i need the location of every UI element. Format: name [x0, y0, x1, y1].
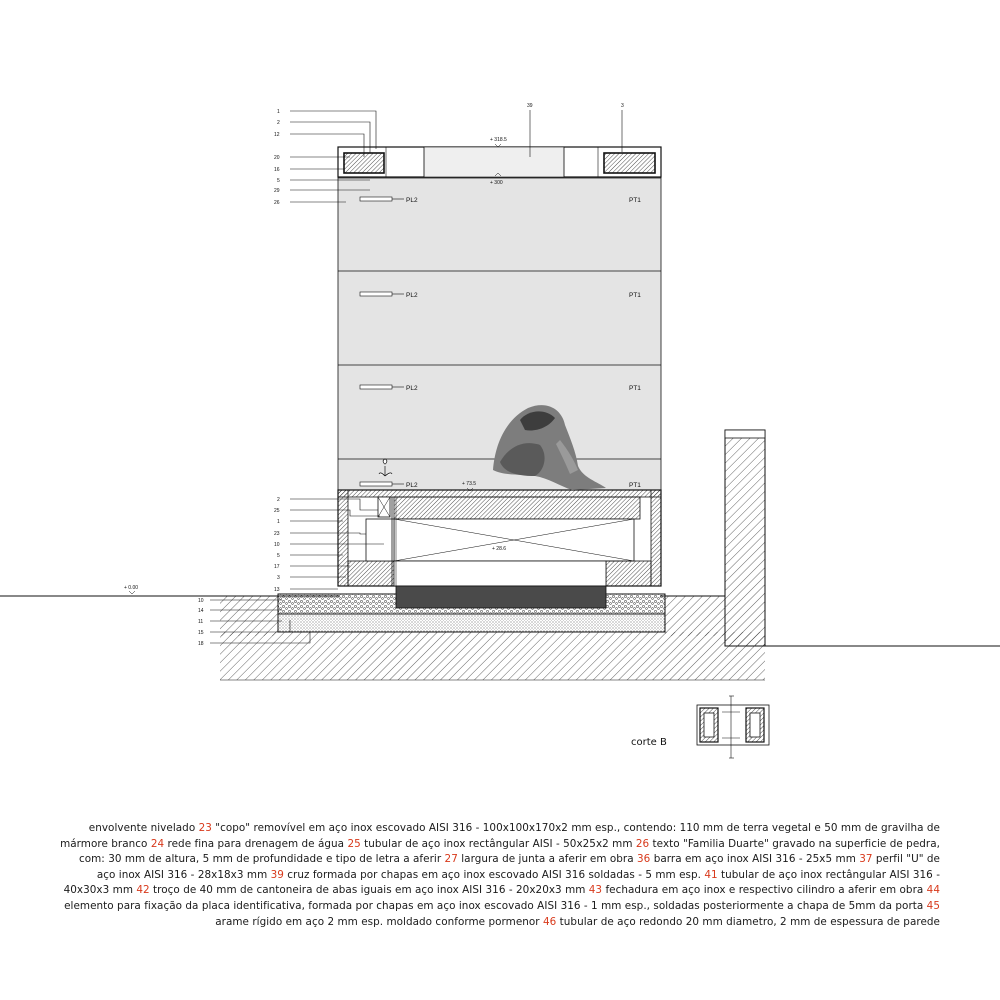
legend-item-number: 27: [444, 853, 458, 866]
legend-item-number: 39: [270, 868, 284, 881]
callout-label: 12: [274, 132, 280, 138]
callout-label: 1: [277, 519, 280, 525]
legend-item-text: envolvente nivelado: [88, 822, 199, 834]
legend-item-text: rede fina para drenagem de água: [164, 837, 348, 850]
legend-item-number: 43: [588, 884, 603, 897]
legend-item-number: 42: [136, 884, 150, 897]
wall-cap: [725, 430, 765, 438]
legend-item-number: 26: [635, 837, 650, 850]
panel-tag-pt: PT1: [629, 292, 641, 299]
legend-item-text: arame rígido em aço 2 mm esp. moldado conforme pormenor: [215, 915, 543, 928]
callouts-left-mid: [274, 497, 280, 593]
legend-item-text: largura de junta a aferir em obra: [457, 853, 638, 866]
callouts-left-bottom: [198, 598, 204, 647]
callout-label: 3: [621, 103, 624, 109]
callout-label: 13: [274, 587, 280, 593]
callout-label: 16: [274, 167, 280, 173]
callout-label: 5: [277, 553, 280, 559]
callout-label: 3: [277, 575, 280, 581]
callout-label: 2: [277, 120, 280, 126]
legend-item-text: tubular de aço redondo 20 mm diametro, 2 mm de espessura de parede: [556, 915, 940, 928]
legend-item-number: 36: [637, 853, 651, 866]
callout-label: 15: [198, 630, 204, 636]
panel-tag-pt: PT1: [629, 197, 641, 204]
legend-item-text: tubular de aço inox rectângular AISI 316 - 40x30x3 mm: [63, 868, 940, 897]
callout-label: 1: [277, 109, 280, 115]
legend-item-text: perfil "U" de aço inox AISI 316 - 28x18x3 mm: [96, 853, 940, 881]
legend-item-text: troço de 40 mm de cantoneira de abas iguais em aço inox AISI 316 - 20x20x3 mm: [149, 884, 589, 897]
callout-label: 39: [527, 103, 533, 109]
callout-label: 25: [274, 508, 280, 514]
level-top-lower: + 300: [490, 180, 503, 186]
legend-item-text: texto "Familia Duarte" gravado na superficie de pedra, com: 30 mm de altura, 5 mm de profundidade e tipo de letra a aferir: [78, 837, 940, 866]
callouts-top: [527, 103, 624, 109]
level-plaque: + 73.5: [462, 481, 477, 487]
panel-tag-pl: PL2: [406, 197, 418, 204]
level-inner: + 28.6: [492, 546, 507, 552]
callout-label: 18: [198, 641, 204, 647]
legend-item-text: elemento para fixação da placa identificativa, formada por chapas em aço inox escovado AISI 316 - 1 mm esp., soldadas posteriormente a chapa de 5mm da porta: [64, 899, 927, 912]
panel-tag-pt: PT1: [629, 385, 641, 392]
panel-tag-pl: PL2: [406, 482, 418, 489]
callout-label: 10: [274, 542, 280, 548]
legend-item-number: 24: [150, 837, 165, 850]
legend-item-number: 45: [926, 899, 940, 912]
level-ground: + 0.00: [124, 585, 139, 591]
legend-item-number: 25: [347, 837, 361, 850]
callout-label: 2: [277, 497, 280, 503]
callout-label: 20: [274, 155, 280, 161]
legend-item-text: tubular de aço inox rectângular AISI - 50x25x2 mm: [360, 837, 636, 850]
callout-label: 29: [274, 188, 280, 194]
legend-text: [60, 821, 940, 930]
legend-item-number: 41: [704, 868, 718, 881]
top-cap: [338, 147, 661, 177]
legend-item-number: 23: [198, 822, 212, 834]
callouts-left-top: [274, 109, 280, 206]
panel-tag-pl: PL2: [406, 292, 418, 299]
callout-label: 5: [277, 178, 280, 184]
level-top-upper: + 318.5: [490, 137, 507, 143]
legend-item-text: "copo" removível em aço inox escovado AISI 316 - 100x100x170x2 mm esp., contendo: 110 mm de terra vegetal e 50 mm de gravilha de mármore branco: [60, 822, 940, 850]
callout-label: 26: [274, 200, 280, 206]
callout-label: 14: [198, 608, 204, 614]
legend-item-number: 44: [926, 884, 940, 897]
legend-item-number: 37: [859, 853, 873, 866]
callout-label: 17: [274, 564, 280, 570]
callout-label: 23: [274, 531, 280, 537]
legend-item-number: 46: [542, 915, 557, 928]
legend-item-text: barra em aço inox AISI 316 - 25x5 mm: [650, 853, 860, 866]
section-label: corte B: [631, 737, 667, 748]
panel-tag-pl: PL2: [406, 385, 418, 392]
callout-label: 11: [198, 619, 204, 625]
legend-item-text: fechadura em aço inox e respectivo cilindro a aferir em obra: [602, 884, 927, 897]
section-b-detail: [631, 696, 769, 758]
panel-tag-pt: PT1: [629, 482, 641, 489]
callout-label: 10: [198, 598, 204, 604]
legend-item-text: cruz formada por chapas em aço inox escovado AISI 316 soldadas - 5 mm esp.: [283, 868, 705, 881]
